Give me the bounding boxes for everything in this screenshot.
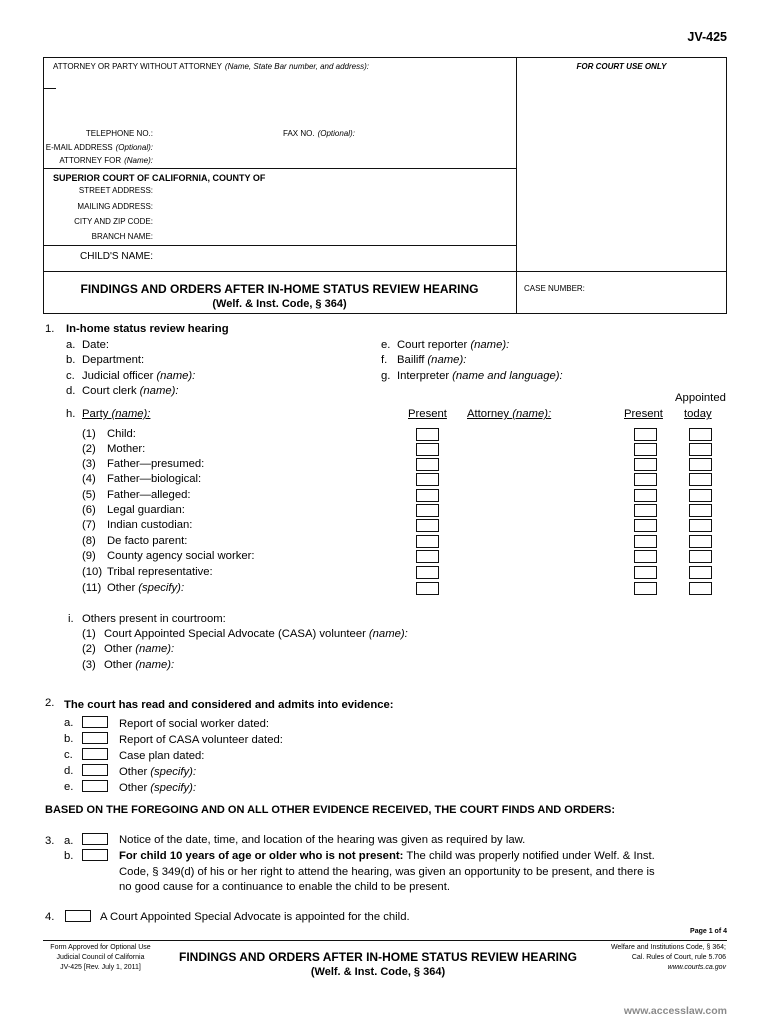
party-row-label: County agency social worker: xyxy=(107,550,255,562)
footer-right-block xyxy=(611,943,726,973)
casa-appointed-checkbox[interactable] xyxy=(65,910,91,922)
item1-letter: e. xyxy=(381,339,391,351)
street-address-label: STREET ADDRESS: xyxy=(78,186,153,195)
attorney-appointed-checkbox[interactable] xyxy=(689,550,712,563)
casa-volunteer-note: (name): xyxy=(368,628,408,640)
header-left-border xyxy=(43,57,44,313)
fax-label-text: FAX NO. xyxy=(283,129,315,138)
casa-appointed-text: A Court Appointed Special Advocate is appointed for the child. xyxy=(100,911,410,923)
party-row-label: Father—alleged: xyxy=(107,489,191,501)
child-notified-condition: For child 10 years of age or older who is not present: xyxy=(119,850,404,862)
court-reporter-note: (name): xyxy=(470,339,510,351)
attorney-label-note: (Name, State Bar number, and address): xyxy=(224,62,369,71)
evidence-label-text: Other xyxy=(119,766,148,778)
form-number: JV-425 xyxy=(687,30,727,44)
child-name-label: CHILD'S NAME: xyxy=(80,251,154,262)
party-present-checkbox[interactable] xyxy=(416,535,439,548)
attorney-present-column-header: Present xyxy=(624,408,663,420)
party-row-number: (10) xyxy=(82,566,103,578)
header-divider-3 xyxy=(43,271,727,272)
item2-letter: e. xyxy=(64,781,74,793)
child-notified-line-3: no good cause for a continuance to enable the child to be present. xyxy=(119,881,450,893)
attorney-present-checkbox[interactable] xyxy=(634,473,657,486)
footer-approval: Form Approved for Optional Use xyxy=(50,944,151,951)
party-row-label: Mother: xyxy=(107,443,146,455)
item1-letter: a. xyxy=(66,339,76,351)
appointed-column-header: Appointed xyxy=(675,392,726,404)
form-subtitle: (Welf. & Inst. Code, § 364) xyxy=(212,298,347,310)
header-right-border xyxy=(726,57,727,313)
attorney-present-checkbox[interactable] xyxy=(634,443,657,456)
evidence-checkbox[interactable] xyxy=(82,764,108,776)
party-present-checkbox[interactable] xyxy=(416,458,439,471)
attorney-header-text: Attorney xyxy=(467,408,510,420)
footer-title: FINDINGS AND ORDERS AFTER IN-HOME STATUS REVIEW HEARING xyxy=(178,950,577,964)
item1-letter: h. xyxy=(66,408,76,420)
attorney-label-text: ATTORNEY OR PARTY WITHOUT ATTORNEY xyxy=(53,62,222,71)
item2-number: 2. xyxy=(45,697,55,709)
child-notified-line-1 xyxy=(119,849,655,863)
attorney-for-text: ATTORNEY FOR xyxy=(59,156,122,165)
party-row-label: Tribal representative: xyxy=(107,566,213,578)
item2-heading: The court has read and considered and admits into evidence: xyxy=(64,699,394,711)
attorney-appointed-checkbox[interactable] xyxy=(689,443,712,456)
item1-letter: i. xyxy=(68,613,74,625)
city-zip-label: CITY AND ZIP CODE: xyxy=(74,217,153,226)
department-label: Department: xyxy=(82,354,145,366)
attorney-column-header xyxy=(467,407,551,421)
casa-volunteer-label xyxy=(104,627,408,641)
other-present-note: (name): xyxy=(135,659,175,671)
attorney-appointed-checkbox[interactable] xyxy=(689,489,712,502)
party-row-label: Indian custodian: xyxy=(107,519,193,531)
party-present-checkbox[interactable] xyxy=(416,582,439,595)
party-row-number: (4) xyxy=(82,473,96,485)
evidence-checkbox[interactable] xyxy=(82,732,108,744)
others-present-label: Others present in courtroom: xyxy=(82,613,226,625)
item1-heading: In-home status review hearing xyxy=(66,323,229,335)
party-row-number: (8) xyxy=(82,535,96,547)
court-clerk-label xyxy=(82,384,179,398)
party-row-number: (1) xyxy=(82,428,96,440)
interpreter-label xyxy=(397,369,563,383)
child-notified-text: The child was properly notified under Welf. & Inst. xyxy=(406,850,655,862)
court-clerk-text: Court clerk xyxy=(82,385,137,397)
item1-letter: f. xyxy=(381,354,388,366)
present-column-header: Present xyxy=(408,408,447,420)
evidence-checkbox[interactable] xyxy=(82,780,108,792)
footer-statute: Welfare and Institutions Code, § 364; xyxy=(610,944,726,951)
court-clerk-note: (name): xyxy=(139,385,179,397)
hearing-date-label: Date: xyxy=(82,339,110,351)
evidence-label-note: (specify): xyxy=(150,782,197,794)
evidence-label: Report of social worker dated: xyxy=(119,718,270,730)
mailing-address-label: MAILING ADDRESS: xyxy=(77,202,153,211)
court-use-label: FOR COURT USE ONLY xyxy=(576,62,667,71)
attorney-appointed-checkbox[interactable] xyxy=(689,458,712,471)
item2-letter: c. xyxy=(64,749,73,761)
judicial-officer-text: Judicial officer xyxy=(82,370,154,382)
party-row-number: (7) xyxy=(82,519,96,531)
other-present-label xyxy=(104,658,174,672)
case-number-label: CASE NUMBER: xyxy=(524,284,585,293)
other-present-text: Other xyxy=(104,643,133,655)
party-present-checkbox[interactable] xyxy=(416,443,439,456)
party-present-checkbox[interactable] xyxy=(416,428,439,441)
watermark: www.accesslaw.com xyxy=(623,1005,727,1017)
item1-number: 1. xyxy=(45,323,55,335)
attorney-appointed-checkbox[interactable] xyxy=(689,535,712,548)
party-present-checkbox[interactable] xyxy=(416,550,439,563)
notice-given-checkbox[interactable] xyxy=(82,833,108,845)
court-reporter-label xyxy=(397,338,509,352)
footer-left-block xyxy=(43,943,158,973)
child-notified-line-2: Code, § 349(d) of his or her right to attend the hearing, was given an opportunity to be present, and there is xyxy=(119,866,655,878)
fax-label-note: (Optional): xyxy=(317,129,355,138)
party-row-label: Child: xyxy=(107,428,136,440)
footer-revision: JV-425 [Rev. July 1, 2011] xyxy=(60,964,141,971)
judicial-officer-note: (name): xyxy=(156,370,196,382)
other-present-label xyxy=(104,642,174,656)
others-row-number: (3) xyxy=(82,659,96,671)
other-present-note: (name): xyxy=(135,643,175,655)
attorney-present-checkbox[interactable] xyxy=(634,582,657,595)
party-present-checkbox[interactable] xyxy=(416,489,439,502)
evidence-label xyxy=(119,765,196,779)
attorney-for-label xyxy=(59,156,153,166)
evidence-checkbox[interactable] xyxy=(82,748,108,760)
party-row-number: (2) xyxy=(82,443,96,455)
attorney-present-checkbox[interactable] xyxy=(634,458,657,471)
form-title: FINDINGS AND ORDERS AFTER IN-HOME STATUS REVIEW HEARING xyxy=(80,282,479,296)
evidence-label-note: (specify): xyxy=(150,766,197,778)
attorney-appointed-checkbox[interactable] xyxy=(689,566,712,579)
item3-letter: b. xyxy=(64,850,74,862)
bailiff-note: (name): xyxy=(427,354,467,366)
court-name: SUPERIOR COURT OF CALIFORNIA, COUNTY OF xyxy=(53,173,266,183)
interpreter-text: Interpreter xyxy=(397,370,450,382)
evidence-label-text: Other xyxy=(119,782,148,794)
header-bottom-border xyxy=(43,313,727,314)
evidence-label xyxy=(119,781,196,795)
attorney-present-checkbox[interactable] xyxy=(634,489,657,502)
party-row-number: (11) xyxy=(82,582,102,594)
party-row-number: (9) xyxy=(82,550,96,562)
bailiff-text: Bailiff xyxy=(397,354,425,366)
header-column-divider xyxy=(516,57,517,313)
others-row-number: (2) xyxy=(82,643,96,655)
header-divider-1 xyxy=(43,168,516,169)
child-notified-checkbox[interactable] xyxy=(82,849,108,861)
party-header-text: Party xyxy=(82,408,109,420)
party-row-number: (5) xyxy=(82,489,96,501)
footer-subtitle: (Welf. & Inst. Code, § 364) xyxy=(310,966,446,978)
header-dash xyxy=(43,88,56,89)
fax-label xyxy=(283,129,355,139)
item2-letter: d. xyxy=(64,765,74,777)
header-top-border xyxy=(43,57,727,58)
item3-number: 3. xyxy=(45,835,55,847)
item3-letter: a. xyxy=(64,835,74,847)
attorney-present-checkbox[interactable] xyxy=(634,428,657,441)
party-row-label-note: (specify): xyxy=(138,582,185,594)
branch-name-label: BRANCH NAME: xyxy=(91,232,153,241)
casa-volunteer-text: Court Appointed Special Advocate (CASA) volunteer xyxy=(104,628,366,640)
evidence-checkbox[interactable] xyxy=(82,716,108,728)
party-row-number: (3) xyxy=(82,458,96,470)
party-row-label: Father—presumed: xyxy=(107,458,205,470)
others-row-number: (1) xyxy=(82,628,96,640)
footer-rule: Cal. Rules of Court, rule 5.706 xyxy=(631,954,726,961)
party-present-checkbox[interactable] xyxy=(416,566,439,579)
today-column-header: today xyxy=(684,408,712,420)
item1-letter: d. xyxy=(66,385,76,397)
evidence-label: Report of CASA volunteer dated: xyxy=(119,734,283,746)
footer-council: Judicial Council of California xyxy=(56,954,145,961)
attorney-present-checkbox[interactable] xyxy=(634,550,657,563)
attorney-for-note: (Name): xyxy=(124,156,153,165)
interpreter-note: (name and language): xyxy=(452,370,563,382)
party-present-checkbox[interactable] xyxy=(416,473,439,486)
bailiff-label xyxy=(397,353,466,367)
attorney-appointed-checkbox[interactable] xyxy=(689,519,712,532)
page-indicator: Page 1 of 4 xyxy=(690,928,727,935)
header-divider-2 xyxy=(43,245,516,246)
party-header-note: (name): xyxy=(111,408,151,420)
attorney-present-checkbox[interactable] xyxy=(634,504,657,517)
notice-given-text: Notice of the date, time, and location of the hearing was given as required by law. xyxy=(119,834,526,846)
attorney-present-checkbox[interactable] xyxy=(634,519,657,532)
telephone-label: TELEPHONE NO.: xyxy=(85,129,153,138)
item2-letter: a. xyxy=(64,717,74,729)
attorney-present-checkbox[interactable] xyxy=(634,535,657,548)
item4-number: 4. xyxy=(45,911,55,923)
footer-website: www.courts.ca.gov xyxy=(667,964,726,971)
attorney-appointed-checkbox[interactable] xyxy=(689,582,712,595)
footer-divider xyxy=(43,940,727,941)
evidence-label: Case plan dated: xyxy=(119,750,205,762)
judicial-officer-label xyxy=(82,369,195,383)
item1-letter: g. xyxy=(381,370,391,382)
email-label-text: E-MAIL ADDRESS xyxy=(45,143,113,152)
attorney-label xyxy=(53,62,369,72)
attorney-header-note: (name): xyxy=(512,408,552,420)
findings-heading: BASED ON THE FOREGOING AND ON ALL OTHER EVIDENCE RECEIVED, THE COURT FINDS AND ORDERS: xyxy=(45,804,615,816)
item1-letter: c. xyxy=(66,370,75,382)
party-row-label xyxy=(107,581,184,595)
item1-letter: b. xyxy=(66,354,76,366)
party-column-header xyxy=(82,407,150,421)
party-row-label-text: Other xyxy=(107,582,136,594)
other-present-text: Other xyxy=(104,659,133,671)
party-row-label: Father—biological: xyxy=(107,473,202,485)
attorney-appointed-checkbox[interactable] xyxy=(689,504,712,517)
item2-letter: b. xyxy=(64,733,74,745)
party-row-label: Legal guardian: xyxy=(107,504,185,516)
attorney-present-checkbox[interactable] xyxy=(634,566,657,579)
attorney-appointed-checkbox[interactable] xyxy=(689,473,712,486)
email-label xyxy=(46,143,153,153)
party-row-number: (6) xyxy=(82,504,96,516)
party-row-label: De facto parent: xyxy=(107,535,188,547)
email-label-note: (Optional): xyxy=(115,143,153,152)
party-present-checkbox[interactable] xyxy=(416,519,439,532)
court-reporter-text: Court reporter xyxy=(397,339,468,351)
party-present-checkbox[interactable] xyxy=(416,504,439,517)
attorney-appointed-checkbox[interactable] xyxy=(689,428,712,441)
